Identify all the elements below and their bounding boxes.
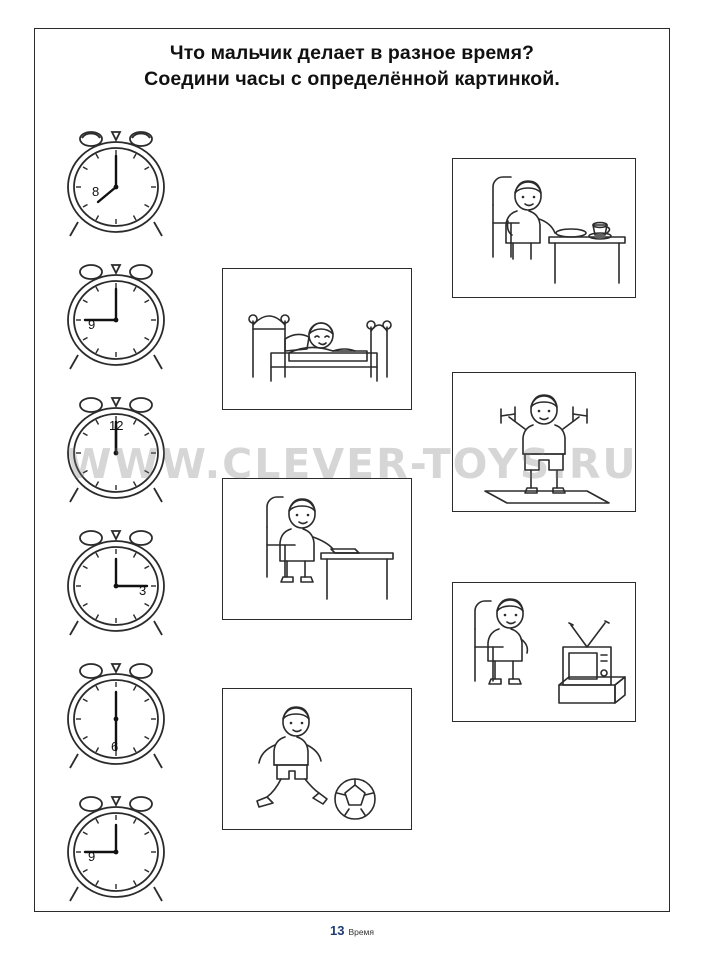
- picture-tv[interactable]: [452, 582, 636, 722]
- clock-5[interactable]: [52, 652, 180, 780]
- clock-2-label: 9: [88, 317, 96, 332]
- clock-6[interactable]: [52, 785, 180, 913]
- page-title: [34, 40, 670, 93]
- clock-4[interactable]: [52, 519, 180, 647]
- picture-eating[interactable]: [452, 158, 636, 298]
- picture-sleeping[interactable]: [222, 268, 412, 410]
- picture-reading[interactable]: [222, 478, 412, 620]
- title-line-1: Что мальчик делает в разное время?: [169, 42, 535, 64]
- page-footer: [0, 922, 704, 940]
- clock-3-label: 12: [109, 418, 124, 433]
- picture-exercise[interactable]: [452, 372, 636, 512]
- clock-column: [52, 120, 187, 918]
- clock-1[interactable]: [52, 120, 180, 248]
- title-line-2: Соедини часы с определённой картинкой.: [144, 68, 560, 91]
- watermark: WWW.CLEVER-TOYS.RU: [66, 440, 638, 488]
- clock-1-label: 8: [92, 184, 100, 199]
- clock-6-label: 9: [88, 849, 96, 864]
- clock-2[interactable]: [52, 253, 180, 381]
- clock-4-label: 3: [139, 583, 147, 598]
- section-label: Время: [348, 927, 375, 937]
- clock-5-label: 6: [111, 739, 119, 754]
- page-number: 13: [329, 923, 345, 938]
- picture-football[interactable]: [222, 688, 412, 830]
- clock-3[interactable]: [52, 386, 180, 514]
